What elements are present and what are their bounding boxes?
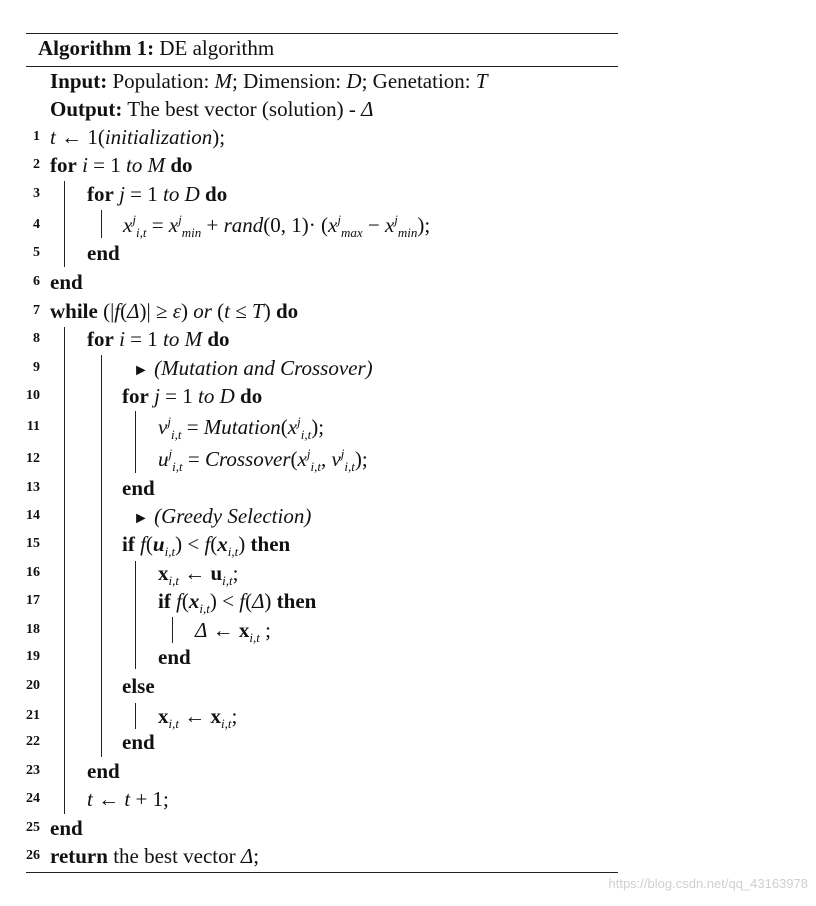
while-block-bar bbox=[64, 327, 65, 814]
line-number: 19 bbox=[26, 649, 40, 664]
line-number: 15 bbox=[26, 536, 40, 551]
comment-greedy: ► (Greedy Selection) bbox=[133, 504, 312, 528]
bottom-rule bbox=[26, 872, 618, 873]
line-number: 26 bbox=[26, 848, 40, 863]
line-number: 22 bbox=[26, 734, 40, 749]
line-number: 8 bbox=[33, 331, 40, 346]
line-number: 20 bbox=[26, 678, 40, 693]
line-number: 24 bbox=[26, 791, 40, 806]
update-block-bar bbox=[64, 786, 65, 814]
line-number: 21 bbox=[26, 708, 40, 723]
caption-title: DE algorithm bbox=[159, 36, 275, 60]
line-number: 5 bbox=[33, 245, 40, 260]
if-nested-block-bar bbox=[172, 617, 173, 643]
comment-mutation: ► (Mutation and Crossover) bbox=[133, 356, 373, 380]
line-number: 12 bbox=[26, 451, 40, 466]
line-number: 17 bbox=[26, 593, 40, 608]
else-block-bar bbox=[135, 703, 136, 729]
line-number: 10 bbox=[26, 388, 40, 403]
for-i-inner-block-bar bbox=[101, 355, 102, 757]
line-number: 6 bbox=[33, 274, 40, 289]
line-number: 25 bbox=[26, 820, 40, 835]
line-number: 14 bbox=[26, 508, 40, 523]
line-number: 9 bbox=[33, 360, 40, 375]
line-number: 3 bbox=[33, 186, 40, 201]
input-label: Input: bbox=[50, 69, 108, 93]
for-j-inner-block-bar bbox=[135, 411, 136, 473]
line-number: 13 bbox=[26, 480, 40, 495]
line-number: 4 bbox=[33, 217, 40, 232]
line-number: 16 bbox=[26, 565, 40, 580]
output-label: Output: bbox=[50, 97, 123, 121]
line-number: 18 bbox=[26, 622, 40, 637]
line-number: 23 bbox=[26, 763, 40, 778]
line-number: 7 bbox=[33, 303, 40, 318]
if-block-bar bbox=[135, 561, 136, 669]
algorithm-caption bbox=[38, 36, 274, 61]
caption-label: Algorithm 1: bbox=[38, 36, 155, 60]
line-number: 1 bbox=[33, 129, 40, 144]
top-rule bbox=[26, 33, 618, 34]
watermark-url: https://blog.csdn.net/qq_43163978 bbox=[608, 876, 808, 891]
for-i-block-bar bbox=[64, 181, 65, 267]
for-j-block-bar bbox=[101, 210, 102, 238]
line-number: 2 bbox=[33, 157, 40, 172]
line-number: 11 bbox=[26, 419, 40, 434]
